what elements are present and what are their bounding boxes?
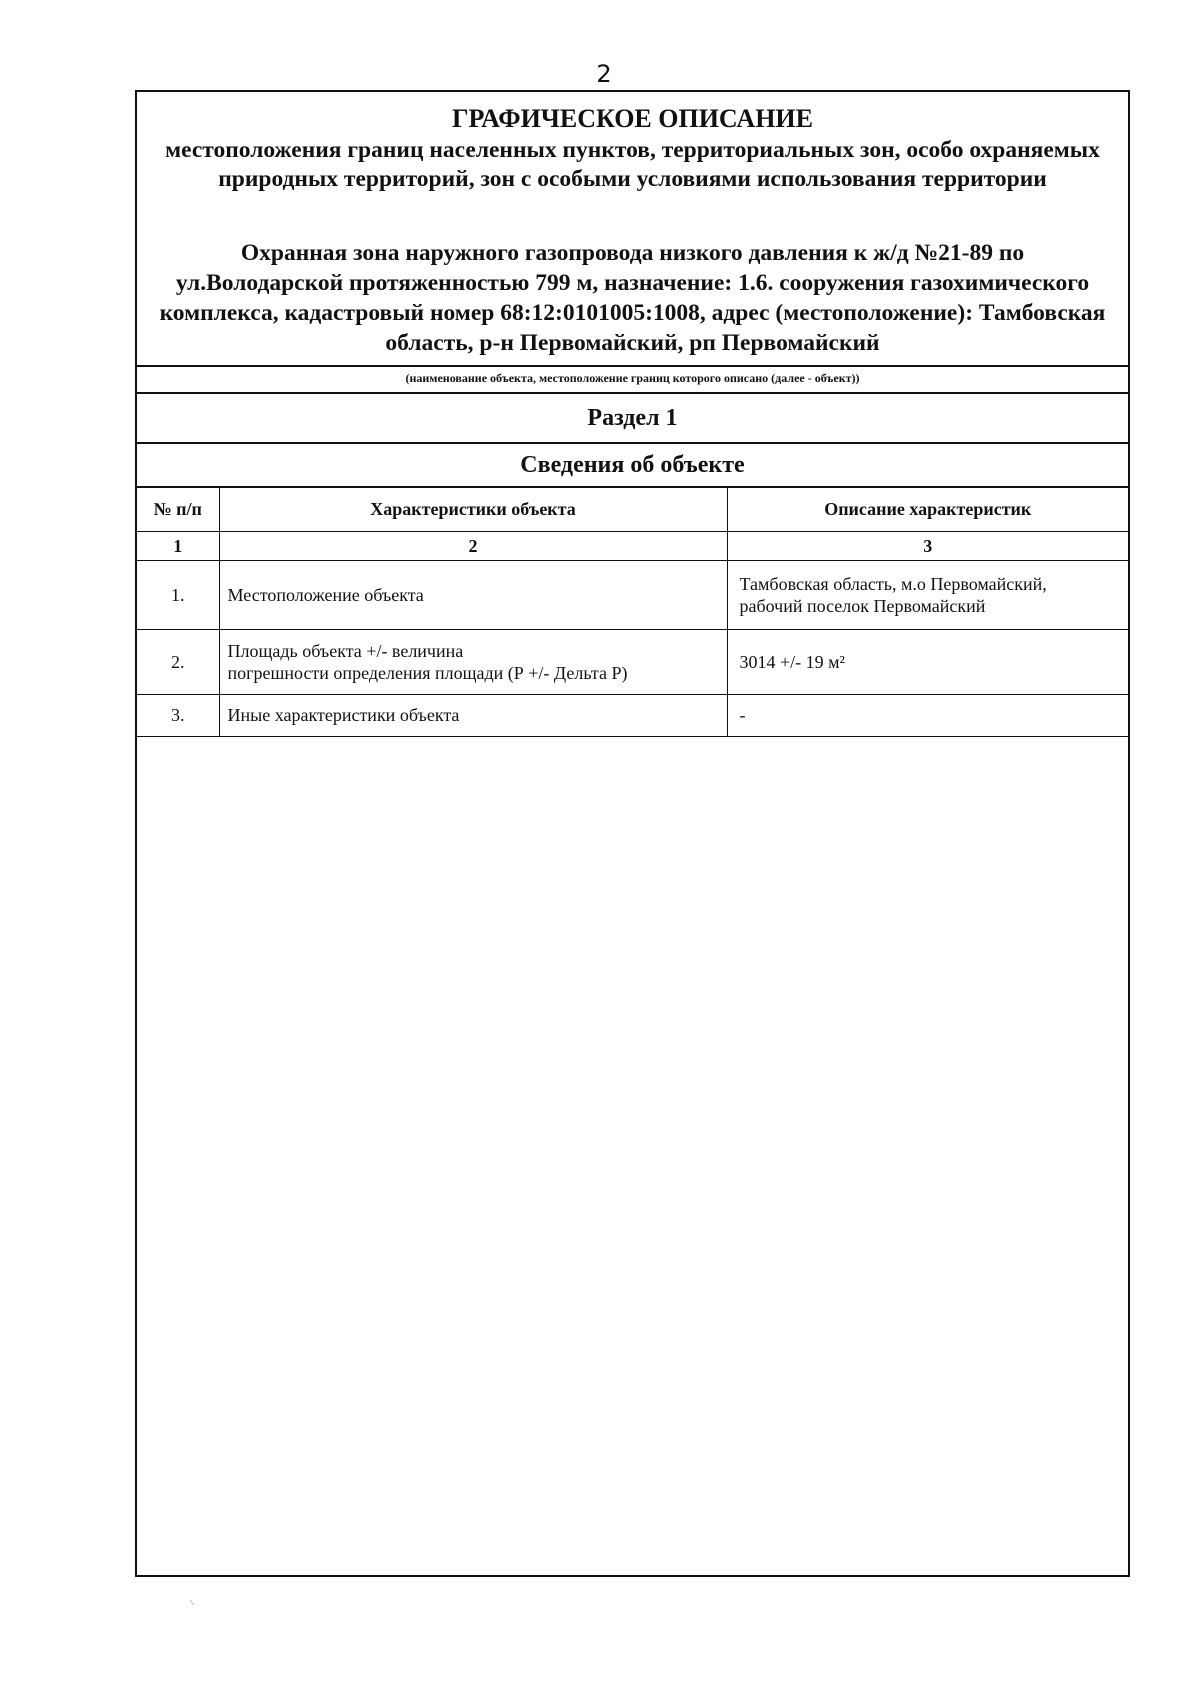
page-number: 2 [596, 60, 612, 88]
document-subtitle: местоположения границ населенных пунктов, территориальных зон, особо охраняемых природных территорий, зон с особыми условиями использования территории [165, 137, 1100, 192]
column-number: 1 [137, 531, 219, 560]
column-number: 3 [727, 531, 1128, 560]
document-frame [135, 90, 1130, 1577]
row-number: 2. [137, 629, 219, 694]
table-row [137, 694, 1128, 736]
column-header-number: № п/п [137, 487, 219, 531]
object-info-table [137, 487, 1128, 737]
column-number: 2 [219, 531, 727, 560]
row-characteristic [219, 629, 727, 694]
row-description-line: рабочий поселок Первомайский [739, 595, 986, 616]
column-number-row [137, 531, 1128, 560]
column-header-characteristic: Характеристики объекта [219, 487, 727, 531]
document-title: ГРАФИЧЕСКОЕ ОПИСАНИЕ [452, 104, 813, 133]
row-description: - [727, 694, 1128, 736]
object-caption: (наименование объекта, местоположение границ которого описано (далее - объект)) [405, 371, 860, 385]
table-row [137, 560, 1128, 629]
row-number: 3. [137, 694, 219, 736]
row-description: 3014 +/- 19 м² [727, 629, 1128, 694]
object-name: Охранная зона наружного газопровода низкого давления к ж/д №21-89 по ул.Володарской протяженностью 799 м, назначение: 1.6. сооружения газохимического комплекса, кадастровый номер 68:12:0101005:1008, адрес (местоположение): Тамбовская область, р-н Первомайский, рп Первомайский [159, 240, 1106, 356]
table-header-row [137, 487, 1128, 531]
row-description-line: Тамбовская область, м.о Первомайский, [739, 573, 1047, 594]
row-characteristic-line: погрешности определения площади (Р +/- Дельта Р) [227, 662, 628, 683]
section-title: Раздел 1 [587, 405, 678, 431]
document-header [137, 92, 1128, 365]
row-characteristic-line: Площадь объекта +/- величина [227, 640, 464, 661]
column-header-description: Описание характеристик [727, 487, 1128, 531]
row-characteristic: Иные характеристики объекта [219, 694, 727, 736]
table-row [137, 629, 1128, 694]
row-number: 1. [137, 560, 219, 629]
scan-mark [190, 1597, 198, 1605]
row-description [727, 560, 1128, 629]
section-subtitle: Сведения об объекте [520, 452, 745, 478]
row-characteristic: Местоположение объекта [219, 560, 727, 629]
divider [137, 392, 1128, 394]
